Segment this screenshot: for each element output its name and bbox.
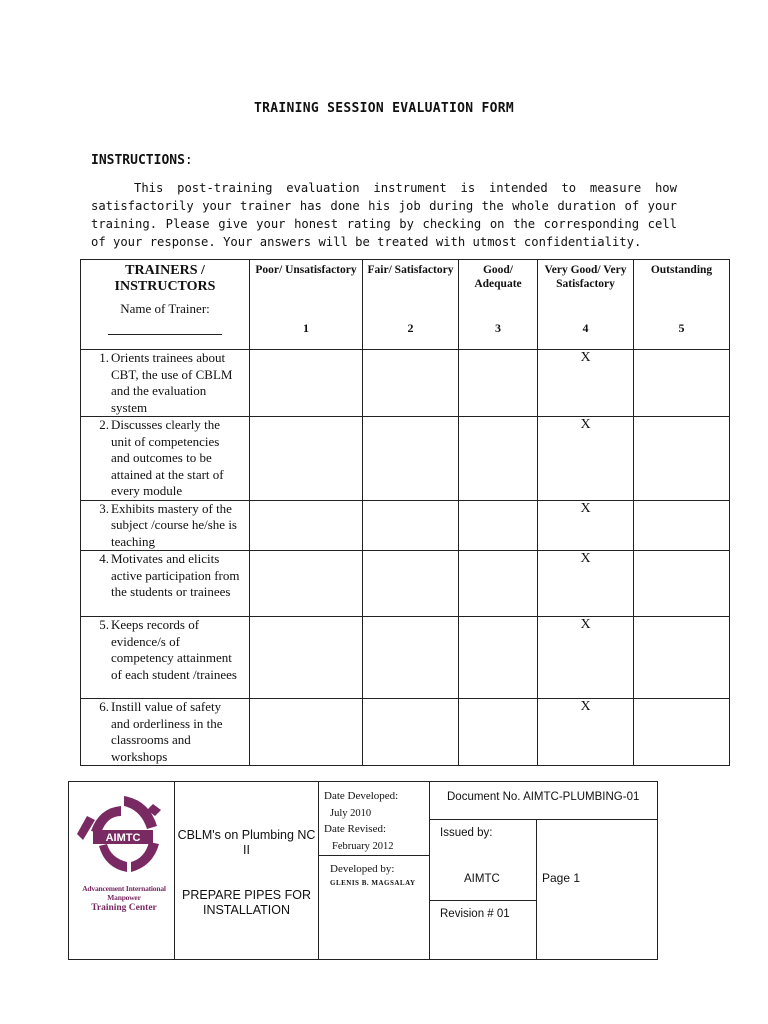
- criterion-cell: [81, 417, 250, 501]
- header-row: [81, 260, 730, 350]
- dates-cell: [319, 782, 430, 960]
- page-cell: [537, 820, 658, 960]
- criterion-text: Exhibits mastery of the subject /course he/she is teaching: [111, 500, 237, 549]
- logo-caption-line2: Training Center: [91, 903, 157, 913]
- rating-cell-checked[interactable]: X: [538, 350, 634, 417]
- rating-header-label: Outstanding: [650, 264, 713, 276]
- rating-header-num: 1: [303, 321, 309, 335]
- criterion-num: 2.: [99, 417, 109, 432]
- criterion-text: Motivates and elicits active participation from the students or trainees: [111, 551, 240, 599]
- criterion-cell: [81, 617, 250, 699]
- cblm-title: CBLM's on Plumbing NC II: [177, 828, 316, 857]
- instructions-colon: :: [184, 153, 193, 168]
- form-title: TRAINING SESSION EVALUATION FORM: [253, 101, 515, 116]
- criterion-cell: [81, 350, 250, 417]
- criterion-num: 3.: [99, 500, 109, 516]
- aimtc-logo-icon: [69, 786, 174, 886]
- criterion-num: 4.: [99, 551, 109, 566]
- revision: Revision # 01: [440, 908, 510, 920]
- cblm-cell: [175, 782, 319, 960]
- issued-by-label: Issued by:: [440, 827, 493, 839]
- rating-cell[interactable]: [250, 500, 363, 551]
- document-footer: [68, 781, 658, 960]
- rating-cell[interactable]: [459, 350, 538, 417]
- revision-cell: [430, 901, 537, 960]
- table-row: [81, 551, 730, 617]
- rating-cell[interactable]: [363, 617, 459, 699]
- rating-cell[interactable]: [250, 617, 363, 699]
- criterion-num: 5.: [99, 617, 109, 632]
- rating-header-num: 4: [582, 321, 589, 335]
- table-row: [81, 500, 730, 551]
- date-developed-label: Date Developed:: [324, 790, 399, 802]
- criterion-cell: [81, 551, 250, 617]
- rating-cell-checked[interactable]: X: [538, 417, 634, 501]
- trainer-name-label: Name of Trainer:: [120, 301, 210, 316]
- rating-cell[interactable]: [459, 617, 538, 699]
- document-no: Document No. AIMTC-PLUMBING-01: [447, 791, 640, 803]
- rating-cell[interactable]: [459, 699, 538, 766]
- trainer-header: [81, 260, 250, 350]
- issued-by: AIMTC: [464, 873, 500, 885]
- date-revised: February 2012: [319, 835, 429, 856]
- rating-cell[interactable]: [634, 350, 730, 417]
- criterion-num: 6.: [99, 699, 109, 714]
- issued-by-cell: [430, 820, 537, 901]
- criterion-cell: [81, 500, 250, 551]
- rating-cell[interactable]: [634, 417, 730, 501]
- rating-cell[interactable]: [250, 551, 363, 617]
- rating-header-5: [634, 260, 730, 350]
- instructions-body: This post-training evaluation instrument is intended to measure how satisfactorily your trainer has done his job during the whole duration of your training. Please give your honest rating by checking on the corresponding cell of your response. Your answers will be treated with utmost confidentiality.: [91, 181, 677, 249]
- rating-header-label: Poor/ Unsatisfactory: [255, 264, 357, 276]
- table-row: [81, 417, 730, 501]
- rating-cell[interactable]: [459, 551, 538, 617]
- rating-header-num: 5: [678, 321, 685, 335]
- rating-header-3: [459, 260, 538, 350]
- developed-by-label: Developed by:: [330, 863, 395, 875]
- developed-by: GLENIS B. MAGSALAY: [330, 879, 416, 887]
- rating-header-1: [250, 260, 363, 350]
- rating-header-num: 2: [407, 321, 414, 335]
- rating-header-2: [363, 260, 459, 350]
- criterion-text: Instill value of safety and orderliness in the classrooms and workshops: [111, 699, 223, 764]
- module-title: PREPARE PIPES FOR INSTALLATION: [182, 888, 311, 917]
- rating-cell[interactable]: [363, 500, 459, 551]
- logo-cell: [69, 782, 175, 960]
- rating-cell-checked[interactable]: X: [538, 699, 634, 766]
- date-developed: July 2010: [330, 808, 372, 819]
- rating-cell[interactable]: [459, 500, 538, 551]
- rating-cell[interactable]: [363, 551, 459, 617]
- rating-cell[interactable]: [634, 551, 730, 617]
- document-no-cell: [430, 782, 658, 820]
- date-revised-label: Date Revised:: [324, 823, 387, 835]
- logo-caption-line1: Advancement International Manpower: [82, 884, 166, 902]
- criterion-text: Keeps records of evidence/s of competency attainment of each student /trainees: [111, 617, 237, 682]
- rating-header-label: Good/ Adequate: [474, 264, 522, 290]
- criterion-num: 1.: [99, 350, 109, 365]
- table-row: [81, 617, 730, 699]
- table-row: [81, 699, 730, 766]
- logo-wordmark: AIMTC: [105, 832, 141, 844]
- criterion-text: Discusses clearly the unit of competencies and outcomes to be attained at the start of every module: [111, 417, 224, 498]
- rating-cell[interactable]: [363, 417, 459, 501]
- criterion-text: Orients trainees about CBT, the use of CBLM and the evaluation system: [111, 350, 233, 415]
- rating-header-label: Fair/ Satisfactory: [367, 264, 454, 276]
- trainer-header-label: TRAINERS / INSTRUCTORS: [114, 263, 216, 294]
- instructions-heading: [91, 153, 193, 168]
- page-number: Page 1: [542, 871, 581, 885]
- rating-cell-checked[interactable]: X: [538, 551, 634, 617]
- table-row: [81, 350, 730, 417]
- rating-cell[interactable]: [634, 617, 730, 699]
- evaluation-table: [80, 259, 730, 766]
- criterion-cell: [81, 699, 250, 766]
- rating-cell[interactable]: [459, 417, 538, 501]
- rating-cell-checked[interactable]: X: [538, 617, 634, 699]
- rating-cell[interactable]: [250, 417, 363, 501]
- rating-cell[interactable]: [634, 699, 730, 766]
- rating-cell[interactable]: [250, 350, 363, 417]
- rating-cell[interactable]: [363, 350, 459, 417]
- rating-header-num: 3: [495, 321, 501, 335]
- instructions-heading-text: INSTRUCTIONS: [91, 153, 185, 168]
- rating-cell[interactable]: [634, 500, 730, 551]
- rating-cell-checked[interactable]: X: [538, 500, 634, 551]
- rating-header-label: Very Good/ Very Satisfactory: [544, 264, 627, 290]
- rating-cell[interactable]: [363, 699, 459, 766]
- rating-header-4: [538, 260, 634, 350]
- rating-cell[interactable]: [250, 699, 363, 766]
- logo-caption: [77, 884, 171, 914]
- trainer-name-line[interactable]: [108, 333, 222, 335]
